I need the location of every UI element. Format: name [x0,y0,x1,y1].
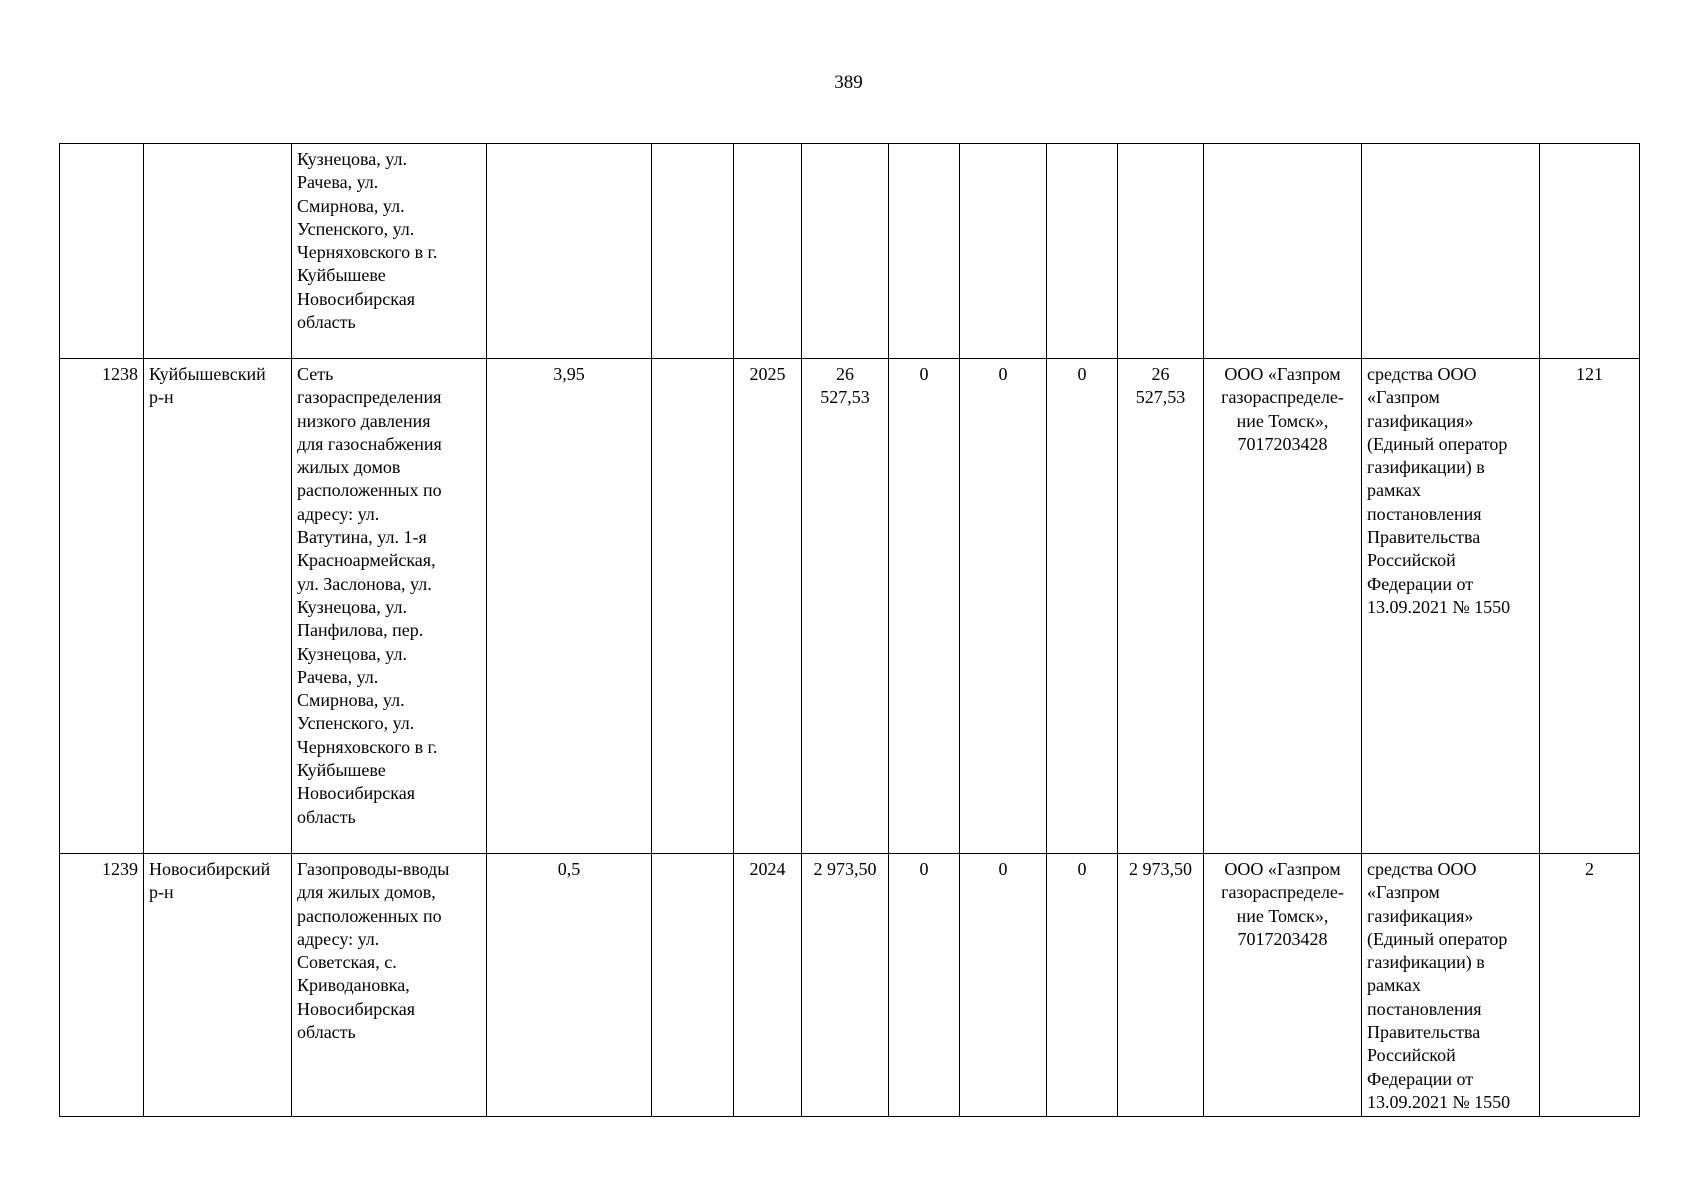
gasification-table [59,143,1640,1117]
empty-cell [652,854,734,1117]
funding-source-cell: средства ООО «Газпром газификация» (Единый оператор газификации) в рамках постановления Правительства Российской Федерации от 13.09.2021 № 1550 [1362,854,1540,1117]
value-cell [889,144,960,359]
object-description-cell: Газопроводы-вводы для жилых домов, расположенных по адресу: ул. Советская, с. Криводановка, Новосибирская область [292,854,487,1117]
cost-cell: 2 973,50 [1118,854,1204,1117]
funding-source-cell [1362,144,1540,359]
empty-cell [652,359,734,854]
total-cost-cell [802,144,889,359]
value-cell [1047,144,1118,359]
funding-source-cell: средства ООО «Газпром газификация» (Единый оператор газификации) в рамках постановления Правительства Российской Федерации от 13.09.2021 № 1550 [1362,359,1540,854]
page-number: 389 [834,72,863,93]
object-description-cell: Сеть газораспределения низкого давления для газоснабжения жилых домов расположенных по адресу: ул. Ватутина, ул. 1-я Красноармейская, ул. Заслонова, ул. Кузнецова, ул. Панфилова, пер. Кузнецова, ул. Рачева, ул. Смирнова, ул. Успенского, ул. Черняховского в г. Куйбышеве Новосибирская область [292,359,487,854]
year-cell: 2025 [734,359,802,854]
value-cell: 0 [960,359,1047,854]
length-cell: 3,95 [487,359,652,854]
object-description-cell: Кузнецова, ул. Рачева, ул. Смирнова, ул. Успенского, ул. Черняховского в г. Куйбышеве Новосибирская область [292,144,487,359]
year-cell [734,144,802,359]
row-number-cell: 1238 [60,359,144,854]
table-row [60,359,1640,854]
value-cell: 0 [1047,359,1118,854]
row-number-cell: 1239 [60,854,144,1117]
row-number-cell [60,144,144,359]
cost-cell [1118,144,1204,359]
table-row [60,854,1640,1117]
value-cell: 0 [889,854,960,1117]
length-cell [487,144,652,359]
organization-cell: ООО «Газпром газораспределе- ние Томск», 7017203428 [1204,854,1362,1117]
year-cell: 2024 [734,854,802,1117]
district-cell: Куйбышевский р-н [144,359,292,854]
last-value-cell: 121 [1540,359,1640,854]
value-cell: 0 [889,359,960,854]
last-value-cell: 2 [1540,854,1640,1117]
length-cell: 0,5 [487,854,652,1117]
value-cell: 0 [1047,854,1118,1117]
total-cost-cell: 26 527,53 [802,359,889,854]
cost-cell: 26 527,53 [1118,359,1204,854]
value-cell [960,144,1047,359]
district-cell [144,144,292,359]
organization-cell: ООО «Газпром газораспределе- ние Томск», 7017203428 [1204,359,1362,854]
value-cell: 0 [960,854,1047,1117]
total-cost-cell: 2 973,50 [802,854,889,1117]
district-cell: Новосибирский р-н [144,854,292,1117]
last-value-cell [1540,144,1640,359]
table-row [60,144,1640,359]
organization-cell [1204,144,1362,359]
empty-cell [652,144,734,359]
